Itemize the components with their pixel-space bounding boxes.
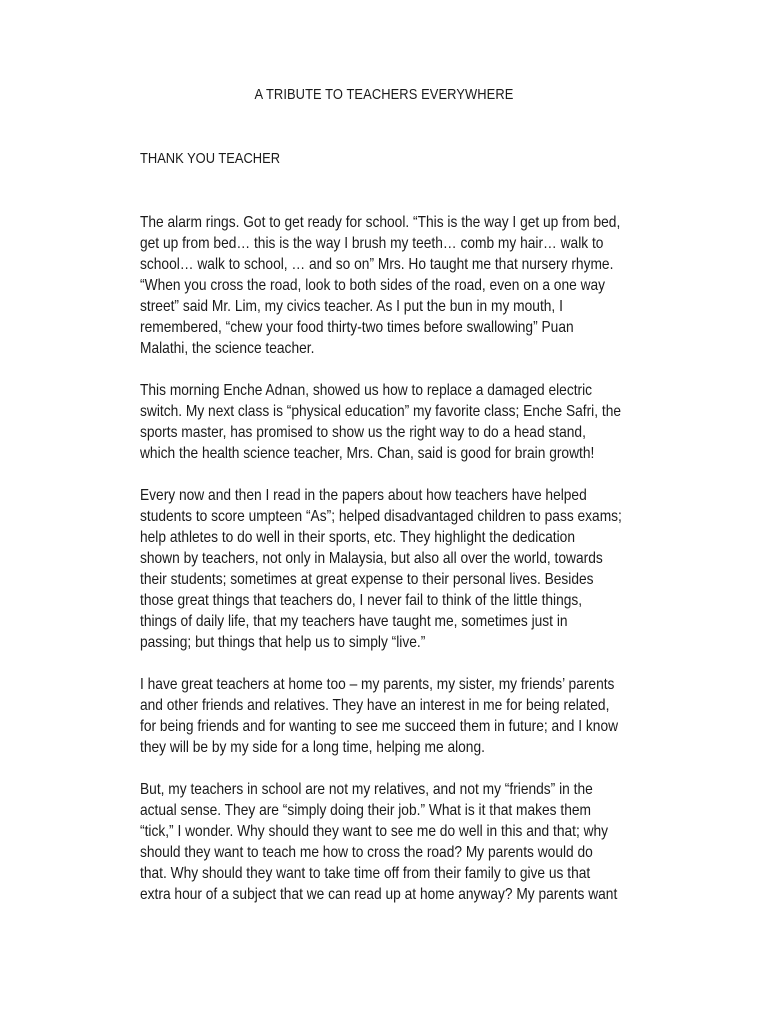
text-line: should they want to teach me how to cross the road? My parents would do — [140, 844, 593, 861]
text-line: sports master, has promised to show us the right way to do a head stand, — [140, 424, 586, 441]
text-line: and other friends and relatives. They have an interest in me for being related, — [140, 697, 610, 714]
text-line: switch. My next class is “physical education” my favorite class; Enche Safri, the — [140, 403, 622, 420]
text-line: shown by teachers, not only in Malaysia, but also all over the world, towards — [140, 550, 603, 567]
document-title: A TRIBUTE TO TEACHERS EVERYWHERE — [254, 86, 514, 103]
text-line: help athletes to do well in their sports, etc. They highlight the dedication — [140, 529, 575, 546]
text-line: street” said Mr. Lim, my civics teacher. As I put the bun in my mouth, I — [140, 298, 563, 315]
text-line: students to score umpteen “As”; helped disadvantaged children to pass exams; — [140, 508, 622, 525]
paragraph-gap — [140, 758, 630, 779]
text-line: “When you cross the road, look to both sides of the road, even on a one way — [140, 277, 606, 294]
text-line: Every now and then I read in the papers about how teachers have helped — [140, 487, 587, 504]
text-line: passing; but things that help us to simply “live.” — [140, 634, 426, 651]
text-line: their students; sometimes at great expense to their personal lives. Besides — [140, 571, 594, 588]
text-line: I have great teachers at home too – my parents, my sister, my friends’ parents — [140, 676, 615, 693]
paragraph — [140, 380, 630, 464]
paragraph — [140, 212, 630, 359]
text-line: remembered, “chew your food thirty-two times before swallowing” Puan — [140, 319, 574, 336]
text-line: “tick,” I wonder. Why should they want to see me do well in this and that; why — [140, 823, 609, 840]
paragraph-gap — [140, 653, 630, 674]
paragraph — [140, 779, 630, 905]
text-line: But, my teachers in school are not my relatives, and not my “friends” in the — [140, 781, 593, 798]
paragraph-gap — [140, 359, 630, 380]
text-line: which the health science teacher, Mrs. Chan, said is good for brain growth! — [140, 445, 595, 462]
document-body — [140, 212, 630, 905]
text-line: This morning Enche Adnan, showed us how to replace a damaged electric — [140, 382, 593, 399]
text-line: things of daily life, that my teachers have taught me, sometimes just in — [140, 613, 568, 630]
text-line: actual sense. They are “simply doing their job.” What is it that makes them — [140, 802, 591, 819]
text-line: that. Why should they want to take time off from their family to give us that — [140, 865, 591, 882]
document-subtitle: THANK YOU TEACHER — [140, 150, 281, 167]
text-line: get up from bed… this is the way I brush my teeth… comb my hair… walk to — [140, 235, 604, 252]
text-line: those great things that teachers do, I never fail to think of the little things, — [140, 592, 583, 609]
text-line: extra hour of a subject that we can read up at home anyway? My parents want — [140, 886, 618, 903]
text-line: for being friends and for wanting to see me succeed them in future; and I know — [140, 718, 619, 735]
paragraph-gap — [140, 464, 630, 485]
text-line: school… walk to school, … and so on” Mrs. Ho taught me that nursery rhyme. — [140, 256, 614, 273]
paragraph — [140, 674, 630, 758]
paragraph — [140, 485, 630, 653]
text-line: they will be by my side for a long time, helping me along. — [140, 739, 485, 756]
text-line: Malathi, the science teacher. — [140, 340, 315, 357]
text-line: The alarm rings. Got to get ready for school. “This is the way I get up from bed, — [140, 214, 621, 231]
